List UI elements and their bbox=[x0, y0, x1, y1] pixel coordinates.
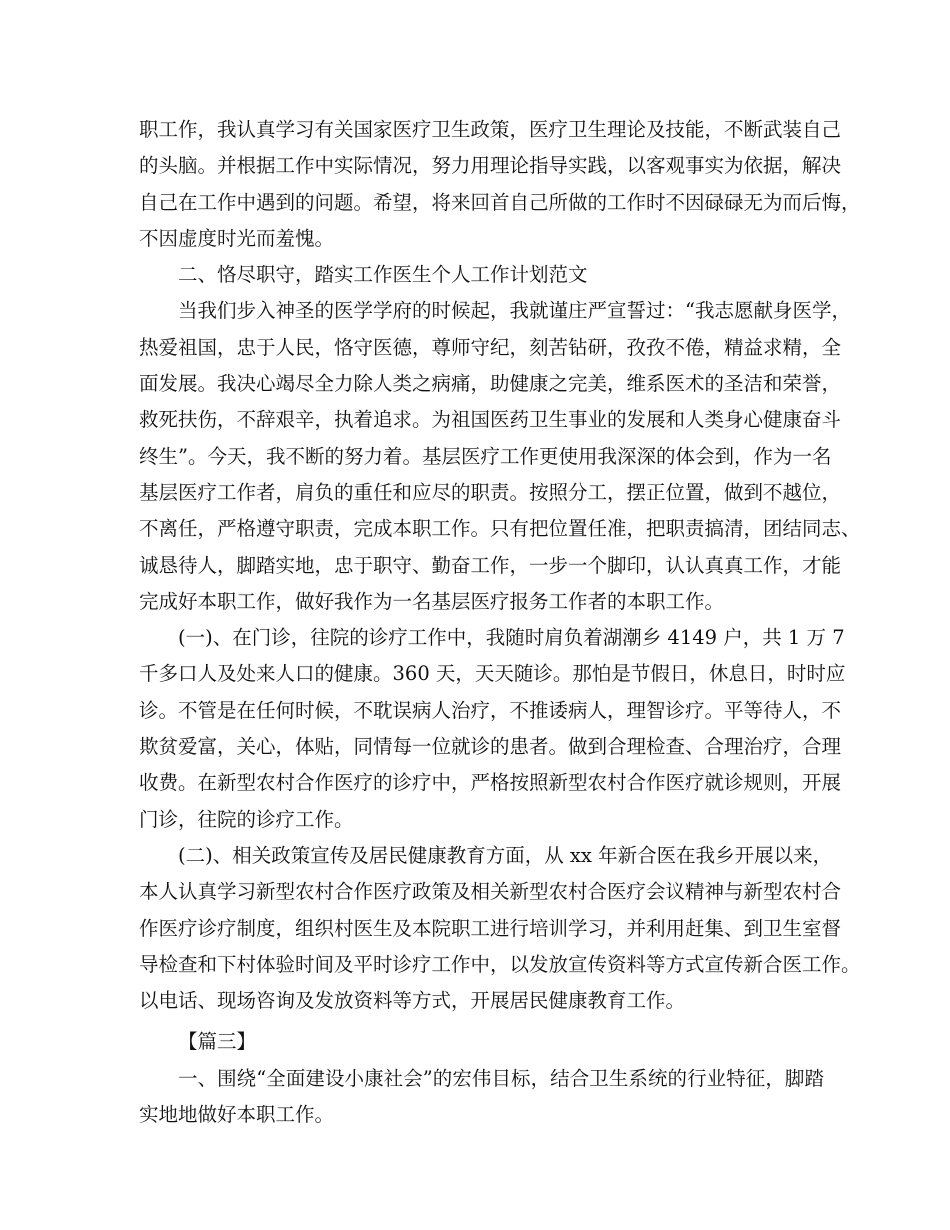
text-line: 自己在工作中遇到的问题。希望，将来回首自己所做的工作时不因碌碌无为而后悔， bbox=[139, 190, 861, 214]
text-line: (一)、在门诊，往院的诊疗工作中，我随时肩负着湖潮乡 4149 户，共 1 万 7 bbox=[178, 626, 845, 650]
text-line: 面发展。我决心竭尽全力除人类之病痛，助健康之完美，维系医术的圣洁和荣誉， bbox=[139, 372, 842, 396]
text-line: 当我们步入神圣的医学学府的时候起，我就谨庄严宣誓过：“我志愿献身医学， bbox=[178, 299, 851, 323]
text-line: 职工作，我认真学习有关国家医疗卫生政策，医疗卫生理论及技能，不断武装自己 bbox=[139, 118, 842, 141]
text-line: 诚恳待人，脚踏实地，忠于职守、勤奋工作，一步一个脚印，认认真真工作，才能 bbox=[139, 553, 842, 577]
text-line: 一、围绕“全面建设小康社会”的宏伟目标，结合卫生系统的行业特征，脚踏 bbox=[178, 1066, 824, 1090]
paragraph-clinic bbox=[139, 620, 846, 838]
text-line: 诊。不管是在任何时候，不耽误病人治疗，不推诿病人，理智诊疗。平等待人，不 bbox=[139, 698, 842, 722]
text-line: 欺贫爱富，关心，体贴，同情每一位就诊的患者。做到合理检查、合理治疗，合理 bbox=[139, 735, 842, 759]
text-line: 的头脑。并根据工作中实际情况，努力用理论指导实践，以客观事实为依据，解决 bbox=[139, 154, 842, 178]
text-line: 救死扶伤，不辞艰辛，执着追求。为祖国医药卫生事业的发展和人类身心健康奋斗 bbox=[139, 408, 842, 432]
text-line: 门诊，往院的诊疗工作。 bbox=[139, 807, 354, 831]
text-line: 完成好本职工作，做好我作为一名基层医疗报务工作者的本职工作。 bbox=[139, 589, 725, 613]
text-line: 不因虚度时光而羞愧。 bbox=[139, 226, 335, 250]
text-line: 终生”。今天，我不断的努力着。基层医疗工作更使用我深深的体会到，作为一名 bbox=[139, 444, 832, 468]
text-line: 热爱祖国，忠于人民，恪守医德，尊师守纪，刻苦钻研，孜孜不倦，精益求精，全 bbox=[139, 335, 842, 359]
heading-text: 【篇三】 bbox=[178, 1030, 257, 1054]
text-line: 实地地做好本职工作。 bbox=[139, 1103, 335, 1127]
text-line: 千多口人及处来人口的健康。360 天，天天随诊。那怕是节假日，休息日，时时应 bbox=[139, 662, 846, 686]
text-line: 基层医疗工作者，肩负的重任和应尽的职责。按照分工，摆正位置，做到不越位， bbox=[139, 480, 842, 504]
heading-text: 二、恪尽职守，踏实工作医生个人工作计划范文 bbox=[178, 263, 588, 287]
text-line: 本人认真学习新型农村合作医疗政策及相关新型农村合医疗会议精神与新型农村合 bbox=[139, 880, 842, 904]
paragraph-intro-continued bbox=[139, 112, 861, 257]
text-line: 不离任，严格遵守职责，完成本职工作。只有把位置任准，把职责搞清，团结同志、 bbox=[139, 517, 861, 541]
text-line: 以电话、现场咨询及发放资料等方式，开展居民健康教育工作。 bbox=[139, 989, 686, 1013]
document-page bbox=[139, 112, 861, 1133]
part-heading bbox=[139, 1024, 824, 1060]
paragraph-part3 bbox=[139, 1061, 824, 1134]
text-line: 收费。在新型农村合作医疗的诊疗中，严格按照新型农村合作医疗就诊规则，开展 bbox=[139, 771, 842, 795]
text-line: 导检查和下村体验时间及平时诊疗工作中，以发放宣传资料等方式宣传新合医工作。 bbox=[139, 952, 861, 976]
text-line: (二)、相关政策宣传及居民健康教育方面，从 xx 年新合医在我乡开展以来， bbox=[178, 843, 833, 867]
paragraph-oath bbox=[139, 293, 861, 620]
section-heading bbox=[139, 257, 824, 293]
paragraph-policy bbox=[139, 838, 861, 1019]
text-line: 作医疗诊疗制度，组织村医生及本院职工进行培训学习，并利用赶集、到卫生室督 bbox=[139, 916, 842, 940]
